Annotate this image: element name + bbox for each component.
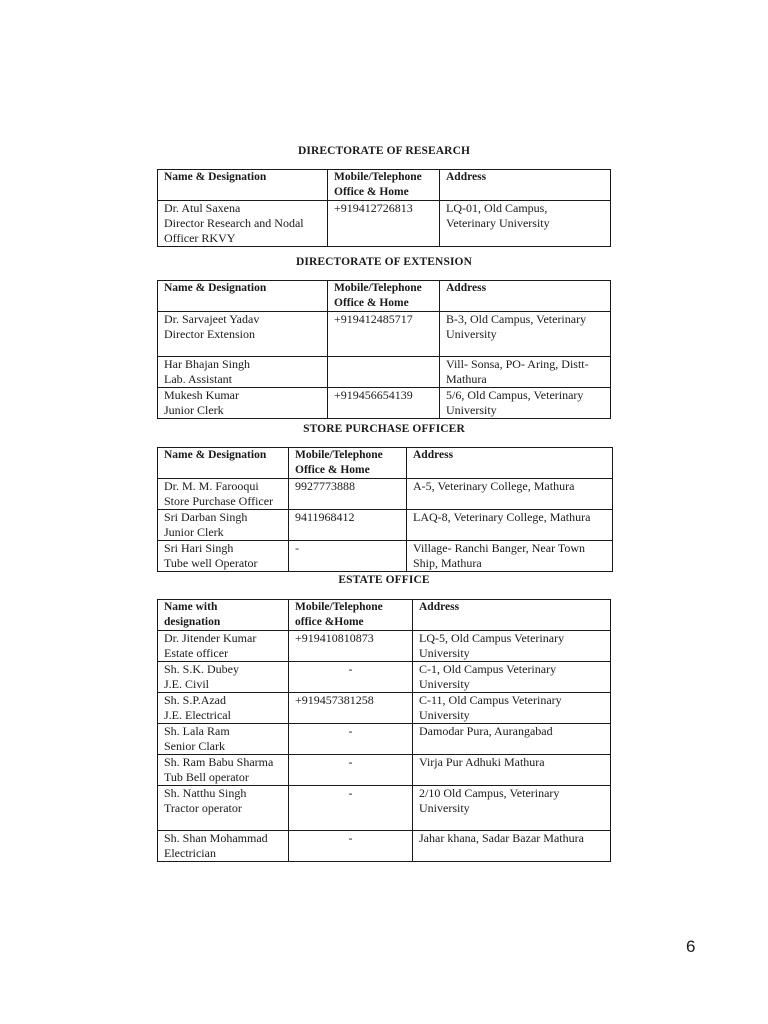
- phone-cell: [289, 831, 413, 862]
- table-row: [158, 755, 611, 786]
- name-cell: [158, 201, 328, 247]
- cell-line: LQ-5, Old Campus Veterinary: [419, 631, 565, 645]
- cell-line: Name & Designation: [164, 171, 267, 183]
- cell-line: University: [446, 327, 497, 341]
- address-cell: [407, 479, 613, 510]
- cell-line: Address: [446, 171, 487, 183]
- address-cell: [413, 693, 611, 724]
- cell-line: University: [419, 646, 470, 660]
- cell-line: B-3, Old Campus, Veterinary: [446, 312, 587, 326]
- table-row: [158, 479, 613, 510]
- phone-cell: [328, 357, 440, 388]
- cell-line: LAQ-8, Veterinary College, Mathura: [413, 510, 591, 524]
- name-cell: [158, 510, 289, 541]
- cell-line: Sh. S.K. Dubey: [164, 662, 240, 676]
- column-header: [158, 170, 328, 201]
- cell-line: -: [348, 724, 353, 738]
- cell-line: Estate officer: [164, 646, 229, 660]
- address-cell: [413, 755, 611, 786]
- name-cell: [158, 541, 289, 572]
- column-header: [440, 281, 611, 312]
- column-header: [407, 448, 613, 479]
- table-row: [158, 201, 611, 247]
- cell-line: Address: [446, 282, 487, 294]
- phone-cell: [289, 631, 413, 662]
- cell-line: A-5, Veterinary College, Mathura: [413, 479, 575, 493]
- section-title-extension: DIRECTORATE OF EXTENSION: [295, 256, 472, 268]
- phone-cell: [289, 479, 407, 510]
- cell-line: C-1, Old Campus Veterinary: [419, 662, 557, 676]
- cell-line: Sri Hari Singh: [164, 541, 234, 555]
- name-cell: [158, 312, 328, 357]
- cell-line: Officer RKVY: [164, 231, 236, 245]
- phone-cell: [289, 755, 413, 786]
- table-row: [158, 312, 611, 357]
- column-header: [158, 448, 289, 479]
- cell-line: University: [419, 708, 470, 722]
- address-cell: [440, 357, 611, 388]
- column-header: [413, 600, 611, 631]
- cell-line: 2/10 Old Campus, Veterinary: [419, 786, 560, 800]
- cell-line: Dr. M. M. Farooqui: [164, 479, 259, 493]
- phone-cell: [289, 510, 407, 541]
- table-row: [158, 786, 611, 831]
- cell-line: J.E. Civil: [164, 677, 210, 691]
- cell-line: +919410810873: [295, 631, 374, 645]
- cell-line: Mathura: [446, 372, 487, 386]
- cell-line: Director Research and Nodal: [164, 216, 304, 230]
- page-number: 6: [686, 937, 696, 956]
- cell-line: LQ-01, Old Campus,: [446, 201, 548, 215]
- cell-line: +919456654139: [334, 388, 413, 402]
- cell-line: -: [348, 786, 353, 800]
- cell-line: Vill- Sonsa, PO- Aring, Distt-: [446, 357, 589, 371]
- table-row: [158, 662, 611, 693]
- table-header-row: [158, 600, 611, 631]
- cell-line: Name & Designation: [164, 282, 267, 294]
- name-cell: [158, 786, 289, 831]
- cell-line: Mobile/Telephone: [295, 449, 383, 461]
- cell-line: +919412485717: [334, 312, 413, 326]
- cell-line: Veterinary University: [446, 216, 550, 230]
- address-cell: [413, 831, 611, 862]
- phone-cell: [289, 724, 413, 755]
- table-row: [158, 357, 611, 388]
- cell-line: University: [419, 677, 470, 691]
- column-header: [328, 170, 440, 201]
- cell-line: Mobile/Telephone: [295, 601, 383, 613]
- cell-line: Sh. Lala Ram: [164, 724, 230, 738]
- cell-line: Name & Designation: [164, 449, 267, 461]
- table-row: [158, 541, 613, 572]
- address-cell: [440, 312, 611, 357]
- name-cell: [158, 831, 289, 862]
- cell-line: Ship, Mathura: [413, 556, 482, 570]
- address-cell: [440, 388, 611, 419]
- table-header-row: [158, 170, 611, 201]
- extension-table: [157, 280, 611, 419]
- cell-line: Sri Darban Singh: [164, 510, 248, 524]
- cell-line: Dr. Jitender Kumar: [164, 631, 257, 645]
- cell-line: Sh. Ram Babu Sharma: [164, 755, 274, 769]
- table-row: [158, 388, 611, 419]
- column-header: [289, 448, 407, 479]
- column-header: [158, 281, 328, 312]
- name-cell: [158, 357, 328, 388]
- phone-cell: [289, 662, 413, 693]
- cell-line: Office & Home: [334, 186, 409, 198]
- table-row: [158, 631, 611, 662]
- address-cell: [413, 631, 611, 662]
- cell-line: Address: [413, 449, 454, 461]
- address-cell: [413, 786, 611, 831]
- phone-cell: [289, 541, 407, 572]
- estate-office-table: [157, 599, 611, 862]
- cell-line: University: [419, 801, 470, 815]
- cell-line: Electrician: [164, 846, 216, 860]
- section-title-store-purchase: STORE PURCHASE OFFICER: [303, 423, 465, 435]
- cell-line: +919412726813: [334, 201, 413, 215]
- name-cell: [158, 662, 289, 693]
- name-cell: [158, 724, 289, 755]
- cell-line: designation: [164, 616, 221, 628]
- column-header: [440, 170, 611, 201]
- column-header: [158, 600, 289, 631]
- phone-cell: [328, 388, 440, 419]
- table-row: [158, 724, 611, 755]
- table-row: [158, 510, 613, 541]
- cell-line: Mukesh Kumar: [164, 388, 239, 402]
- cell-line: Dr. Atul Saxena: [164, 201, 241, 215]
- cell-line: -: [295, 541, 299, 555]
- cell-line: Junior Clerk: [164, 403, 224, 417]
- address-cell: [413, 662, 611, 693]
- cell-line: 5/6, Old Campus, Veterinary: [446, 388, 584, 402]
- cell-line: office &Home: [295, 616, 364, 628]
- cell-line: C-11, Old Campus Veterinary: [419, 693, 562, 707]
- cell-line: -: [348, 662, 353, 676]
- name-cell: [158, 479, 289, 510]
- cell-line: Sh. Natthu Singh: [164, 786, 247, 800]
- cell-line: -: [348, 831, 353, 845]
- section-title-research: DIRECTORATE OF RESEARCH: [297, 145, 471, 157]
- address-cell: [440, 201, 611, 247]
- store-purchase-table: [157, 447, 613, 572]
- cell-line: Dr. Sarvajeet Yadav: [164, 312, 260, 326]
- cell-line: +919457381258: [295, 693, 374, 707]
- address-cell: [407, 541, 613, 572]
- address-cell: [413, 724, 611, 755]
- column-header: [328, 281, 440, 312]
- cell-line: Office & Home: [295, 464, 370, 476]
- table-row: [158, 693, 611, 724]
- cell-line: Damodar Pura, Aurangabad: [419, 724, 553, 738]
- section-title-estate-office: ESTATE OFFICE: [338, 574, 430, 586]
- phone-cell: [289, 693, 413, 724]
- cell-line: Village- Ranchi Banger, Near Town: [413, 541, 586, 555]
- table-row: [158, 831, 611, 862]
- cell-line: Junior Clerk: [164, 525, 224, 539]
- cell-line: Director Extension: [164, 327, 255, 341]
- name-cell: [158, 693, 289, 724]
- cell-line: Virja Pur Adhuki Mathura: [419, 755, 545, 769]
- phone-cell: [328, 312, 440, 357]
- phone-cell: [289, 786, 413, 831]
- cell-line: University: [446, 403, 497, 417]
- cell-line: -: [348, 755, 353, 769]
- table-header-row: [158, 281, 611, 312]
- cell-line: J.E. Electrical: [164, 708, 231, 722]
- cell-line: Jahar khana, Sadar Bazar Mathura: [419, 831, 584, 845]
- cell-line: Store Purchase Officer: [164, 494, 274, 508]
- cell-line: 9411968412: [295, 510, 355, 524]
- cell-line: Senior Clark: [164, 739, 225, 753]
- cell-line: 9927773888: [295, 479, 355, 493]
- cell-line: Office & Home: [334, 297, 409, 309]
- cell-line: Address: [419, 601, 460, 613]
- cell-line: Sh. S.P.Azad: [164, 693, 227, 707]
- cell-line: Sh. Shan Mohammad: [164, 831, 268, 845]
- column-header: [289, 600, 413, 631]
- name-cell: [158, 631, 289, 662]
- cell-line: Mobile/Telephone: [334, 171, 422, 183]
- cell-line: Tube well Operator: [164, 556, 258, 570]
- cell-line: Mobile/Telephone: [334, 282, 422, 294]
- phone-cell: [328, 201, 440, 247]
- cell-line: Har Bhajan Singh: [164, 357, 250, 371]
- address-cell: [407, 510, 613, 541]
- name-cell: [158, 755, 289, 786]
- research-table: [157, 169, 611, 247]
- cell-line: Tub Bell operator: [164, 770, 249, 784]
- cell-line: Name with: [164, 601, 218, 613]
- cell-line: Tractor operator: [164, 801, 242, 815]
- name-cell: [158, 388, 328, 419]
- table-header-row: [158, 448, 613, 479]
- cell-line: Lab. Assistant: [164, 372, 232, 386]
